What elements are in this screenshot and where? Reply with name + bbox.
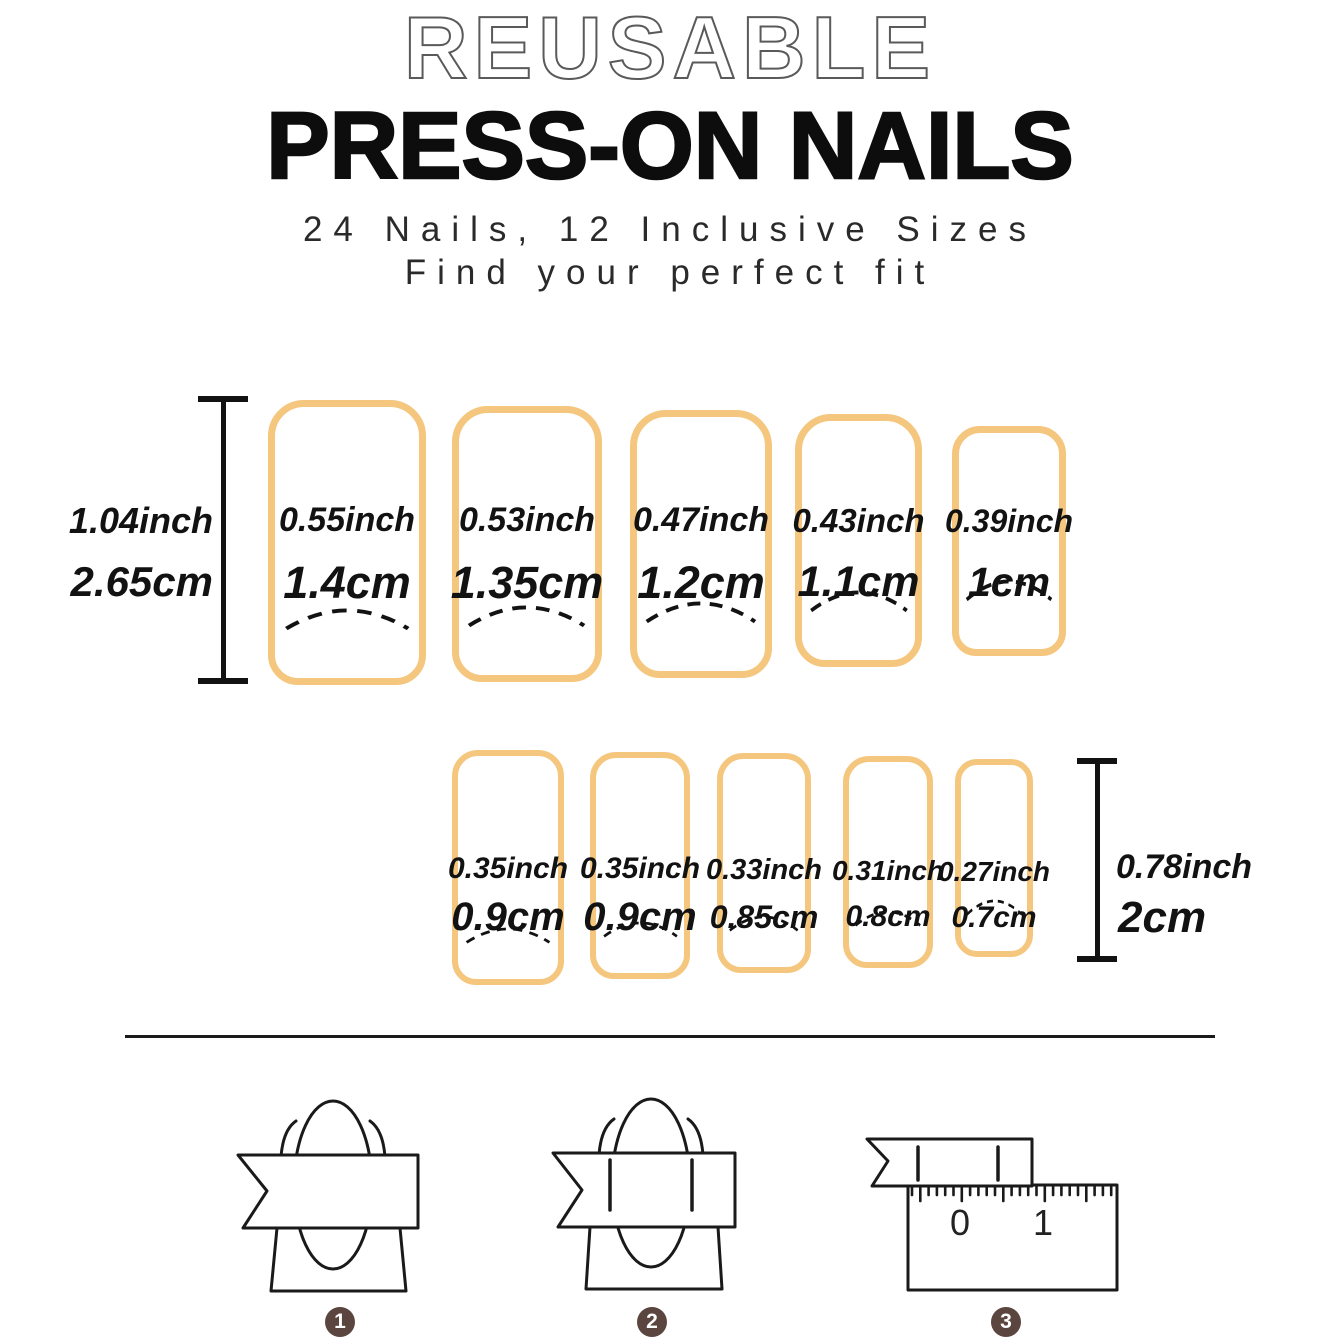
row1-length-inch: 1.04inch bbox=[68, 500, 213, 541]
nail-outline-row1-3 bbox=[630, 410, 772, 678]
step-badge-1: 1 bbox=[325, 1307, 355, 1337]
step-badge-3: 3 bbox=[991, 1307, 1021, 1337]
step-badge-2: 2 bbox=[637, 1307, 667, 1337]
measuring-tape-ribbon bbox=[553, 1153, 735, 1227]
subtitle: 24 Nails, 12 Inclusive Sizes bbox=[302, 210, 1038, 249]
section-divider bbox=[125, 1035, 1215, 1038]
finger-body-shape bbox=[271, 1228, 406, 1291]
nail-size-inch: 0.33inch bbox=[705, 854, 823, 886]
nail-size-cm: 0.7cm bbox=[951, 901, 1037, 934]
nail-size-cm: 1.2cm bbox=[637, 557, 765, 608]
nail-outline-row1-4 bbox=[795, 414, 922, 667]
finger-right-curve bbox=[370, 1121, 385, 1157]
nail-size-cm: 1.35cm bbox=[450, 557, 604, 608]
finger-right-curve bbox=[688, 1119, 703, 1155]
nail-size-cm: 0.9cm bbox=[451, 895, 565, 939]
finger-left-curve bbox=[599, 1119, 614, 1155]
ruler-number-zero: 0 bbox=[949, 1202, 971, 1243]
bracket-line bbox=[1095, 758, 1100, 962]
row2-length-inch: 0.78inch bbox=[1116, 848, 1253, 886]
measuring-tape-ribbon bbox=[867, 1139, 1032, 1186]
nail-outline-row1-2 bbox=[452, 406, 602, 682]
nail-size-inch: 0.39inch bbox=[944, 503, 1074, 539]
nail-size-inch: 0.31inch bbox=[831, 855, 945, 886]
nail-size-cm: 1cm bbox=[967, 559, 1051, 605]
nail-outline-row1-5 bbox=[952, 426, 1066, 656]
nail-size-inch: 0.43inch bbox=[792, 502, 925, 539]
nail-outline-row1-1 bbox=[268, 400, 426, 685]
nail-size-inch: 0.53inch bbox=[458, 501, 596, 539]
step1-measure-finger-diagram bbox=[218, 1090, 478, 1305]
measuring-tape-ribbon bbox=[238, 1155, 418, 1228]
finger-left-curve bbox=[281, 1121, 296, 1157]
nail-size-cm: 0.8cm bbox=[845, 900, 931, 933]
ruler-number-one: 1 bbox=[1032, 1202, 1054, 1243]
nail-size-inch: 0.35inch bbox=[579, 852, 701, 885]
bracket-cap bbox=[1077, 956, 1117, 962]
row2-length-cm: 2cm bbox=[1118, 893, 1207, 942]
row1-length-cm: 2.65cm bbox=[70, 558, 213, 605]
step3-read-ruler-diagram bbox=[850, 1088, 1140, 1303]
nail-size-inch: 0.55inch bbox=[278, 501, 416, 539]
row2-length-bracket bbox=[1077, 758, 1117, 962]
nail-size-inch: 0.47inch bbox=[632, 501, 770, 539]
nail-size-inch: 0.27inch bbox=[937, 856, 1051, 887]
tagline: Find your perfect fit bbox=[404, 253, 936, 292]
nail-size-cm: 0.85cm bbox=[709, 899, 819, 935]
title-outline: REUSABLE bbox=[403, 0, 937, 97]
bracket-line bbox=[221, 396, 226, 684]
finger-body-shape bbox=[586, 1227, 722, 1289]
bracket-cap bbox=[198, 678, 248, 684]
step2-mark-width-diagram bbox=[533, 1088, 793, 1303]
page-title: PRESS-ON NAILS bbox=[266, 93, 1074, 199]
nail-size-cm: 0.9cm bbox=[583, 895, 697, 939]
nail-size-cm: 1.1cm bbox=[797, 558, 920, 606]
nail-size-cm: 1.4cm bbox=[283, 557, 411, 608]
nail-size-inch: 0.35inch bbox=[447, 852, 569, 885]
